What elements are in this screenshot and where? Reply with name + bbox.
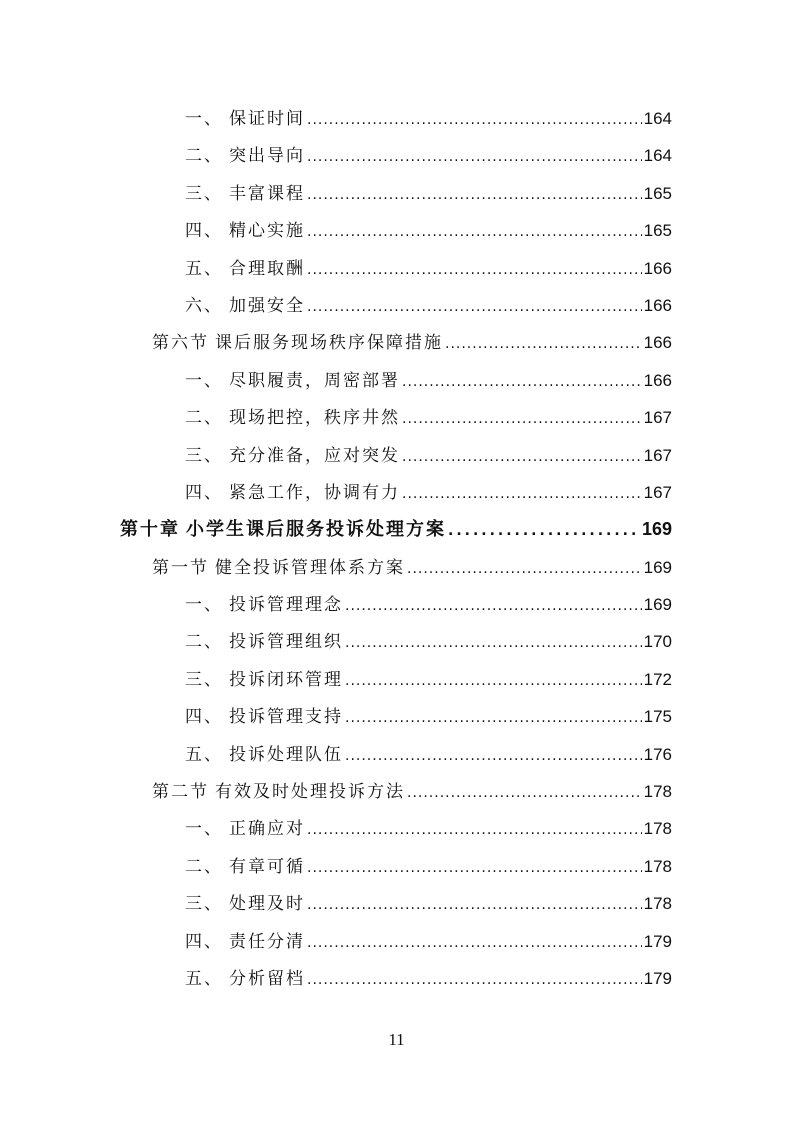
dot-leader [307, 288, 642, 326]
toc-number: 二、 [185, 408, 223, 429]
toc-page: 179 [643, 968, 672, 988]
toc-title: 投诉管理理念 [229, 595, 343, 616]
toc-page: 178 [643, 894, 672, 914]
toc-number: 一、 [185, 819, 223, 840]
toc-item[interactable] [185, 661, 672, 698]
dot-leader [345, 587, 642, 625]
toc-number: 五、 [185, 968, 223, 989]
toc-page: 175 [643, 707, 672, 727]
toc-number: 三、 [185, 445, 223, 466]
dot-leader [445, 325, 642, 363]
toc-number: 四、 [185, 707, 223, 728]
toc-number: 五、 [185, 258, 223, 279]
dot-leader [307, 213, 642, 251]
toc-item[interactable] [185, 736, 672, 773]
toc-section[interactable] [152, 549, 672, 586]
toc-title: 投诉闭环管理 [229, 669, 343, 690]
toc-number: 四、 [185, 221, 223, 242]
toc-number: 六、 [185, 295, 223, 316]
dot-leader [307, 138, 642, 176]
dot-leader [345, 699, 642, 737]
toc-title: 投诉管理组织 [229, 632, 343, 653]
dot-leader [402, 400, 642, 438]
toc-section[interactable] [152, 324, 672, 361]
toc-item[interactable] [185, 623, 672, 660]
toc-page: 166 [643, 370, 672, 390]
toc-title: 责任分清 [229, 931, 305, 952]
toc-page: 169 [641, 519, 672, 540]
toc-item[interactable] [185, 362, 672, 399]
toc-page: 167 [643, 482, 672, 502]
toc-page: 164 [643, 146, 672, 166]
toc-title: 有效及时处理投诉方法 [215, 782, 405, 803]
toc-title: 现场把控，秩序井然 [229, 408, 400, 429]
toc-item[interactable] [185, 586, 672, 623]
toc-item[interactable] [185, 250, 672, 287]
toc-page: 178 [643, 782, 672, 802]
toc-title: 精心实施 [229, 221, 305, 242]
toc-page: 176 [643, 744, 672, 764]
toc-number: 第二节 [152, 782, 209, 803]
toc-number: 三、 [185, 669, 223, 690]
toc-item[interactable] [185, 175, 672, 212]
toc-page: 178 [643, 856, 672, 876]
toc-number: 五、 [185, 744, 223, 765]
toc-item[interactable] [185, 100, 672, 137]
toc-title: 课后服务现场秩序保障措施 [215, 333, 443, 354]
toc-title: 投诉处理队伍 [229, 744, 343, 765]
toc-item[interactable] [185, 474, 672, 511]
toc-item[interactable] [185, 137, 672, 174]
dot-leader [448, 511, 640, 550]
toc-title: 加强安全 [229, 295, 305, 316]
toc-item[interactable] [185, 287, 672, 324]
dot-leader [345, 662, 642, 700]
dot-leader [402, 363, 642, 401]
toc-number: 一、 [185, 370, 223, 391]
dot-leader [402, 475, 642, 513]
toc-number: 四、 [185, 931, 223, 952]
toc-page: 179 [643, 931, 672, 951]
toc-page: 178 [643, 819, 672, 839]
toc-item[interactable] [185, 923, 672, 960]
toc-number: 第六节 [152, 333, 209, 354]
toc-title: 突出导向 [229, 146, 305, 167]
toc-page: 166 [643, 295, 672, 315]
toc-title: 丰富课程 [229, 183, 305, 204]
toc-number: 二、 [185, 146, 223, 167]
toc-title: 投诉管理支持 [229, 707, 343, 728]
dot-leader [307, 811, 642, 849]
dot-leader [345, 624, 642, 662]
toc-item[interactable] [185, 698, 672, 735]
toc-item[interactable] [185, 848, 672, 885]
toc-title: 紧急工作，协调有力 [229, 482, 400, 503]
toc-page: 164 [643, 109, 672, 128]
toc-item[interactable] [185, 212, 672, 249]
dot-leader [407, 550, 642, 588]
dot-leader [345, 737, 642, 775]
toc-number: 第一节 [152, 557, 209, 578]
toc-title: 小学生课后服务投诉处理方案 [186, 519, 446, 541]
dot-leader [307, 251, 642, 289]
toc-number: 四、 [185, 482, 223, 503]
dot-leader [307, 176, 642, 214]
toc-title: 分析留档 [229, 968, 305, 989]
dot-leader [307, 849, 642, 887]
toc-item[interactable] [185, 437, 672, 474]
toc-item[interactable] [185, 885, 672, 922]
dot-leader [402, 438, 642, 476]
toc-title: 合理取酬 [229, 258, 305, 279]
toc-title: 正确应对 [229, 819, 305, 840]
toc-title: 健全投诉管理体系方案 [215, 557, 405, 578]
toc-page: 166 [643, 258, 672, 278]
toc-title: 充分准备，应对突发 [229, 445, 400, 466]
toc-title: 保证时间 [229, 109, 305, 129]
toc-page: 172 [643, 669, 672, 689]
toc-item[interactable] [185, 399, 672, 436]
toc-number: 三、 [185, 183, 223, 204]
table-of-contents [0, 100, 793, 997]
toc-title: 尽职履责，周密部署 [229, 370, 400, 391]
toc-page: 169 [643, 595, 672, 615]
toc-chapter[interactable] [120, 511, 672, 548]
toc-number: 二、 [185, 632, 223, 653]
toc-page: 165 [643, 221, 672, 241]
toc-number: 第十章 [120, 519, 180, 541]
toc-page: 169 [643, 557, 672, 577]
dot-leader [307, 924, 642, 962]
toc-page: 167 [643, 445, 672, 465]
toc-number: 三、 [185, 894, 223, 915]
toc-number: 一、 [185, 595, 223, 616]
toc-page: 167 [643, 408, 672, 428]
dot-leader [307, 961, 642, 999]
toc-title: 有章可循 [229, 856, 305, 877]
toc-page: 170 [643, 632, 672, 652]
toc-number: 二、 [185, 856, 223, 877]
toc-item[interactable] [185, 810, 672, 847]
dot-leader [307, 101, 642, 139]
toc-item[interactable] [185, 960, 672, 997]
toc-title: 处理及时 [229, 894, 305, 915]
toc-page: 165 [643, 183, 672, 203]
page-number: 11 [388, 1030, 405, 1049]
toc-section[interactable] [152, 773, 672, 810]
dot-leader [307, 886, 642, 924]
toc-number: 一、 [185, 109, 223, 129]
toc-page: 166 [643, 333, 672, 353]
dot-leader [407, 774, 642, 812]
